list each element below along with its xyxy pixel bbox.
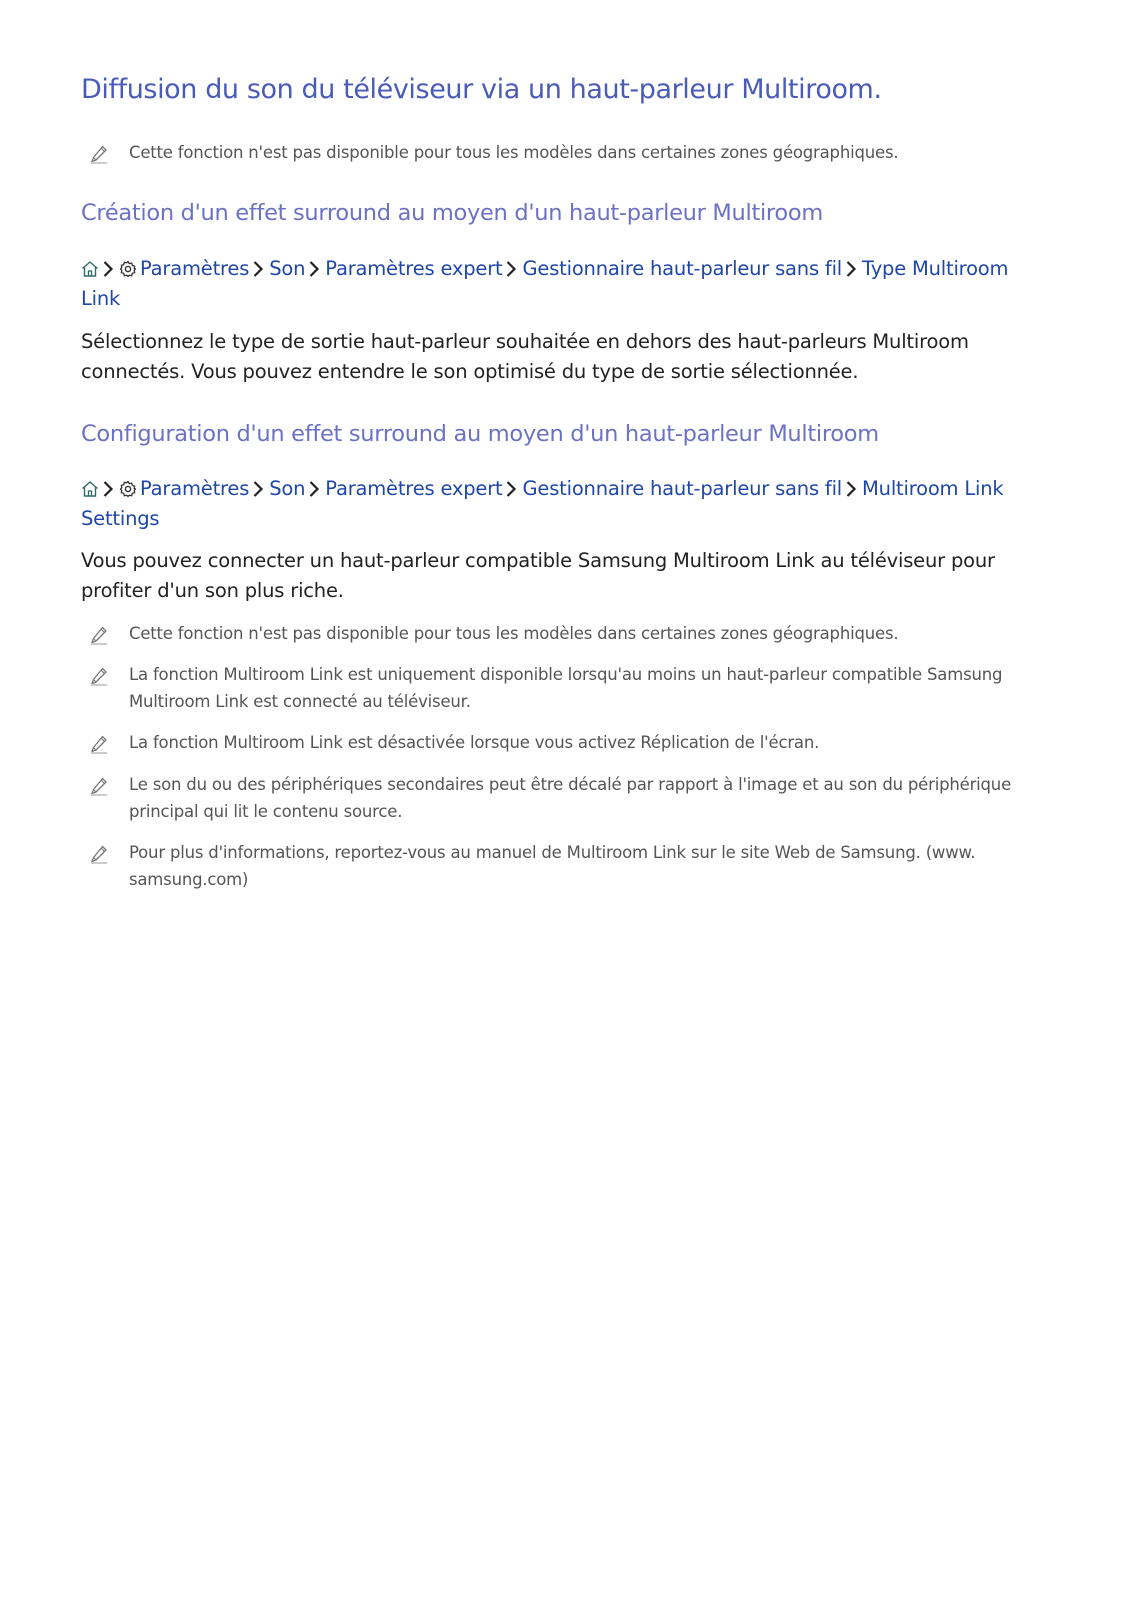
note-item — [81, 772, 1069, 825]
section2-body: Vous pouvez connecter un haut-parleur compatible Samsung Multiroom Link au téléviseur pour profiter d'un son plus riche. — [81, 549, 995, 602]
pencil-icon — [89, 844, 109, 864]
section1-breadcrumb — [81, 254, 1021, 314]
note-item — [81, 730, 1069, 757]
intro-note-text: Cette fonction n'est pas disponible pour tous les modèles dans certaines zones géographiques. — [129, 143, 899, 162]
chevron-right-icon — [845, 260, 857, 278]
path-wireless-speaker-manager-link[interactable]: Gestionnaire haut-parleur sans fil — [522, 477, 843, 500]
chevron-right-icon — [505, 480, 517, 498]
note-text: Pour plus d'informations, reportez-vous au manuel de Multiroom Link sur le site Web de Samsung. (www. samsung.com) — [129, 843, 976, 889]
page-title: Diffusion du son du téléviseur via un haut-parleur Multiroom. — [81, 74, 882, 105]
pencil-icon — [89, 625, 109, 645]
path-expert-settings-link[interactable]: Paramètres expert — [325, 477, 503, 500]
note-item — [81, 662, 1069, 715]
note-item — [81, 840, 1009, 893]
section2-heading: Configuration d'un effet surround au moyen d'un haut-parleur Multiroom — [81, 421, 879, 447]
chevron-right-icon — [252, 480, 264, 498]
note-text: La fonction Multiroom Link est uniquement disponible lorsqu'au moins un haut-parleur compatible Samsung Multiroom Link est connecté au téléviseur. — [129, 665, 1003, 711]
section1-heading: Création d'un effet surround au moyen d'un haut-parleur Multiroom — [81, 200, 823, 226]
chevron-right-icon — [102, 260, 114, 278]
note-item — [81, 621, 1069, 648]
pencil-icon — [89, 776, 109, 796]
chevron-right-icon — [845, 480, 857, 498]
chevron-right-icon — [308, 260, 320, 278]
chevron-right-icon — [308, 480, 320, 498]
note-text: Le son du ou des périphériques secondaires peut être décalé par rapport à l'image et au son du périphérique principal qui lit le contenu source. — [129, 775, 1012, 821]
path-settings-link[interactable]: Paramètres — [140, 477, 250, 500]
path-multiroom-link-type-link[interactable]: Type Multiroom Link — [81, 257, 1009, 310]
path-sound-link[interactable]: Son — [269, 477, 306, 500]
chevron-right-icon — [102, 480, 114, 498]
chevron-right-icon — [252, 260, 264, 278]
pencil-icon — [89, 734, 109, 754]
pencil-icon — [89, 666, 109, 686]
section1-body: Sélectionnez le type de sortie haut-parleur souhaitée en dehors des haut-parleurs Multiroom connectés. Vous pouvez entendre le son optimisé du type de sortie sélectionnée. — [81, 330, 969, 383]
intro-note — [81, 140, 1069, 167]
home-icon[interactable] — [81, 480, 99, 498]
chevron-right-icon — [505, 260, 517, 278]
note-text: Cette fonction n'est pas disponible pour tous les modèles dans certaines zones géographiques. — [129, 624, 899, 643]
note-text: La fonction Multiroom Link est désactivée lorsque vous activez Réplication de l'écran. — [129, 733, 820, 752]
path-wireless-speaker-manager-link[interactable]: Gestionnaire haut-parleur sans fil — [522, 257, 843, 280]
path-sound-link[interactable]: Son — [269, 257, 306, 280]
gear-icon — [119, 260, 137, 278]
section2-breadcrumb — [81, 474, 1021, 534]
path-multiroom-link-settings-link[interactable]: Multiroom Link Settings — [81, 477, 1004, 530]
pencil-icon — [89, 144, 109, 164]
path-expert-settings-link[interactable]: Paramètres expert — [325, 257, 503, 280]
path-settings-link[interactable]: Paramètres — [140, 257, 250, 280]
home-icon[interactable] — [81, 260, 99, 278]
gear-icon — [119, 480, 137, 498]
